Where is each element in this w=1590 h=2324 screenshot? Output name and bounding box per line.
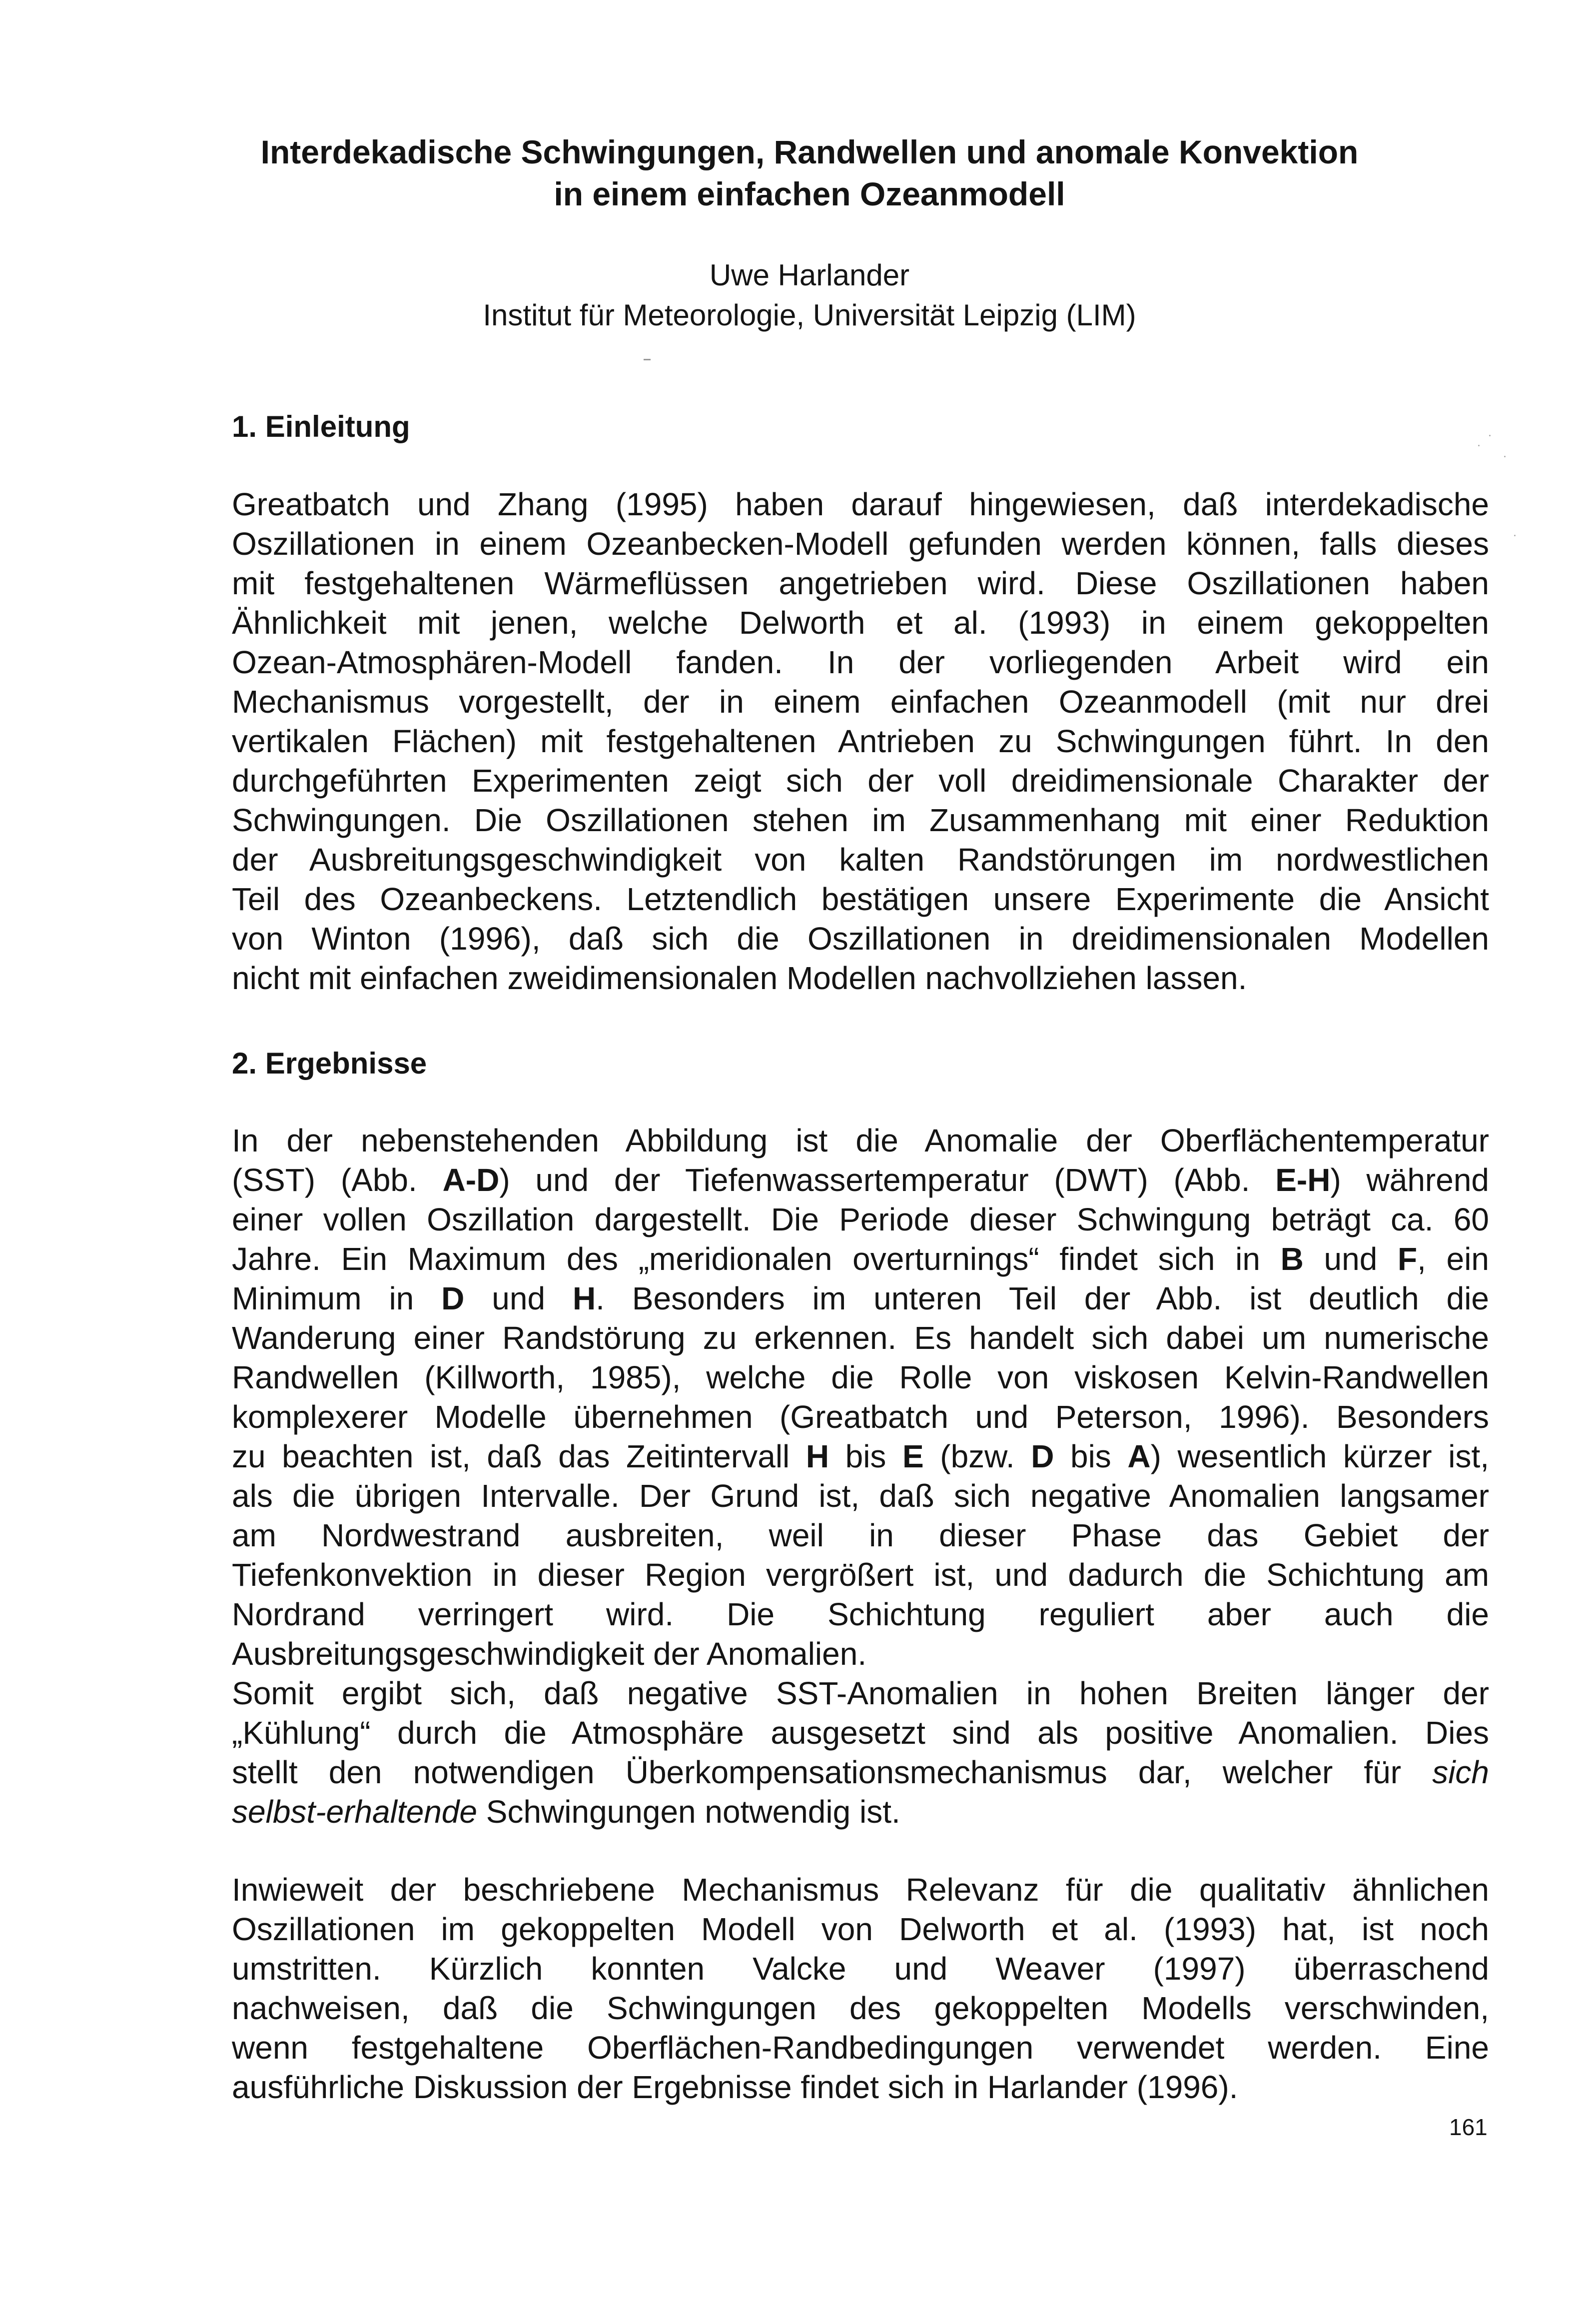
text-line: wenn festgehaltene Oberflächen-Randbedingungen verwendet werden. Eine xyxy=(232,2030,1489,2066)
stray-mark xyxy=(644,359,651,360)
title-line-2: in einem einfachen Ozeanmodell xyxy=(554,175,1065,212)
text-line: Wanderung einer Randstörung zu erkennen. Es handelt sich dabei um numerische xyxy=(232,1320,1489,1356)
paragraph-einleitung xyxy=(232,485,1489,998)
scan-speck xyxy=(1514,535,1516,536)
scan-speck xyxy=(1478,445,1480,446)
text-line: Mechanismus vorgestellt, der in einem einfachen Ozeanmodell (mit nur drei xyxy=(232,684,1489,720)
text-line: durchgeführten Experimenten zeigt sich der voll dreidimensionale Charakter der xyxy=(232,763,1489,799)
paragraph-ergebnisse-2 xyxy=(232,1870,1489,2107)
scan-speck xyxy=(1489,435,1491,436)
text-line: Teil des Ozeanbeckens. Letztendlich bestätigen unsere Experimente die Ansicht xyxy=(232,881,1489,917)
author-affiliation: Institut für Meteorologie, Universität Leipzig (LIM) xyxy=(483,298,1136,332)
text-line: nicht mit einfachen zweidimensionalen Modellen nachvollziehen lassen. xyxy=(232,960,1247,996)
text-line: mit festgehaltenen Wärmeflüssen angetrieben wird. Diese Oszillationen haben xyxy=(232,565,1489,601)
text-line: Nordrand verringert wird. Die Schichtung reguliert aber auch die xyxy=(232,1596,1489,1632)
paragraph-ergebnisse-1 xyxy=(232,1121,1489,1832)
text-line: vertikalen Flächen) mit festgehaltenen Antrieben zu Schwingungen führt. In den xyxy=(232,723,1489,759)
text-line: Minimum in D und H. Besonders im unteren Teil der Abb. ist deutlich die xyxy=(232,1280,1490,1316)
text-line: Jahre. Ein Maximum des „meridionalen overturnings“ findet sich in B und F, ein xyxy=(232,1241,1490,1277)
text-line: der Ausbreitungsgeschwindigkeit von kalten Randstörungen im nordwestlichen xyxy=(232,842,1489,878)
text-line: am Nordwestrand ausbreiten, weil in dieser Phase das Gebiet der xyxy=(232,1517,1489,1553)
text-line: ausführliche Diskussion der Ergebnisse findet sich in Harlander (1996). xyxy=(232,2069,1238,2105)
text-line: Ähnlichkeit mit jenen, welche Delworth et al. (1993) in einem gekoppelten xyxy=(232,605,1489,641)
text-line: komplexerer Modelle übernehmen (Greatbatch und Peterson, 1996). Besonders xyxy=(232,1399,1489,1435)
text-line: von Winton (1996), daß sich die Oszillationen in dreidimensionalen Modellen xyxy=(232,921,1489,957)
author-name: Uwe Harlander xyxy=(709,258,910,292)
text-line: (SST) (Abb. A-D) und der Tiefenwassertemperatur (DWT) (Abb. E-H) während xyxy=(232,1162,1490,1198)
section-heading-einleitung: 1. Einleitung xyxy=(232,410,410,443)
text-line: Greatbatch und Zhang (1995) haben darauf hingewiesen, daß interdekadische xyxy=(232,486,1489,522)
section-heading-ergebnisse: 2. Ergebnisse xyxy=(232,1047,427,1080)
text-line: Tiefenkonvektion in dieser Region vergrößert ist, und dadurch die Schichtung am xyxy=(232,1557,1489,1593)
text-line: stellt den notwendigen Überkompensationsmechanismus dar, welcher für sich xyxy=(232,1754,1489,1790)
text-line: Oszillationen in einem Ozeanbecken-Modell gefunden werden können, falls dieses xyxy=(232,526,1489,562)
text-line: als die übrigen Intervalle. Der Grund ist, daß sich negative Anomalien langsamer xyxy=(232,1478,1489,1514)
text-line: Inwieweit der beschriebene Mechanismus Relevanz für die qualitativ ähnlichen xyxy=(232,1872,1489,1908)
text-line: Schwingungen. Die Oszillationen stehen im Zusammenhang mit einer Reduktion xyxy=(232,802,1489,838)
paper-title xyxy=(150,131,1469,215)
text-line: umstritten. Kürzlich konnten Valcke und Weaver (1997) überraschend xyxy=(232,1951,1489,1987)
text-line: nachweisen, daß die Schwingungen des gekoppelten Modells verschwinden, xyxy=(232,1990,1489,2026)
text-line: Ausbreitungsgeschwindigkeit der Anomalien. xyxy=(232,1636,867,1672)
title-line-1: Interdekadische Schwingungen, Randwellen und anomale Konvektion xyxy=(260,133,1359,170)
text-line: Somit ergibt sich, daß negative SST-Anomalien in hohen Breiten länger der xyxy=(232,1675,1489,1711)
page-number: 161 xyxy=(1449,2114,1488,2140)
scan-speck xyxy=(1504,456,1506,457)
text-line: selbst-erhaltende Schwingungen notwendig ist. xyxy=(232,1794,900,1830)
text-line: zu beachten ist, daß das Zeitintervall H bis E (bzw. D bis A) wesentlich kürzer ist, xyxy=(232,1438,1490,1474)
text-line: „Kühlung“ durch die Atmosphäre ausgesetzt sind als positive Anomalien. Dies xyxy=(232,1715,1489,1751)
text-line: einer vollen Oszillation dargestellt. Die Periode dieser Schwingung beträgt ca. 60 xyxy=(232,1201,1489,1237)
text-line: Randwellen (Killworth, 1985), welche die Rolle von viskosen Kelvin-Randwellen xyxy=(232,1359,1489,1395)
text-line: In der nebenstehenden Abbildung ist die Anomalie der Oberflächentemperatur xyxy=(232,1123,1489,1159)
text-line: Ozean-Atmosphären-Modell fanden. In der vorliegenden Arbeit wird ein xyxy=(232,644,1489,680)
text-line: Oszillationen im gekoppelten Modell von Delworth et al. (1993) hat, ist noch xyxy=(232,1911,1489,1947)
